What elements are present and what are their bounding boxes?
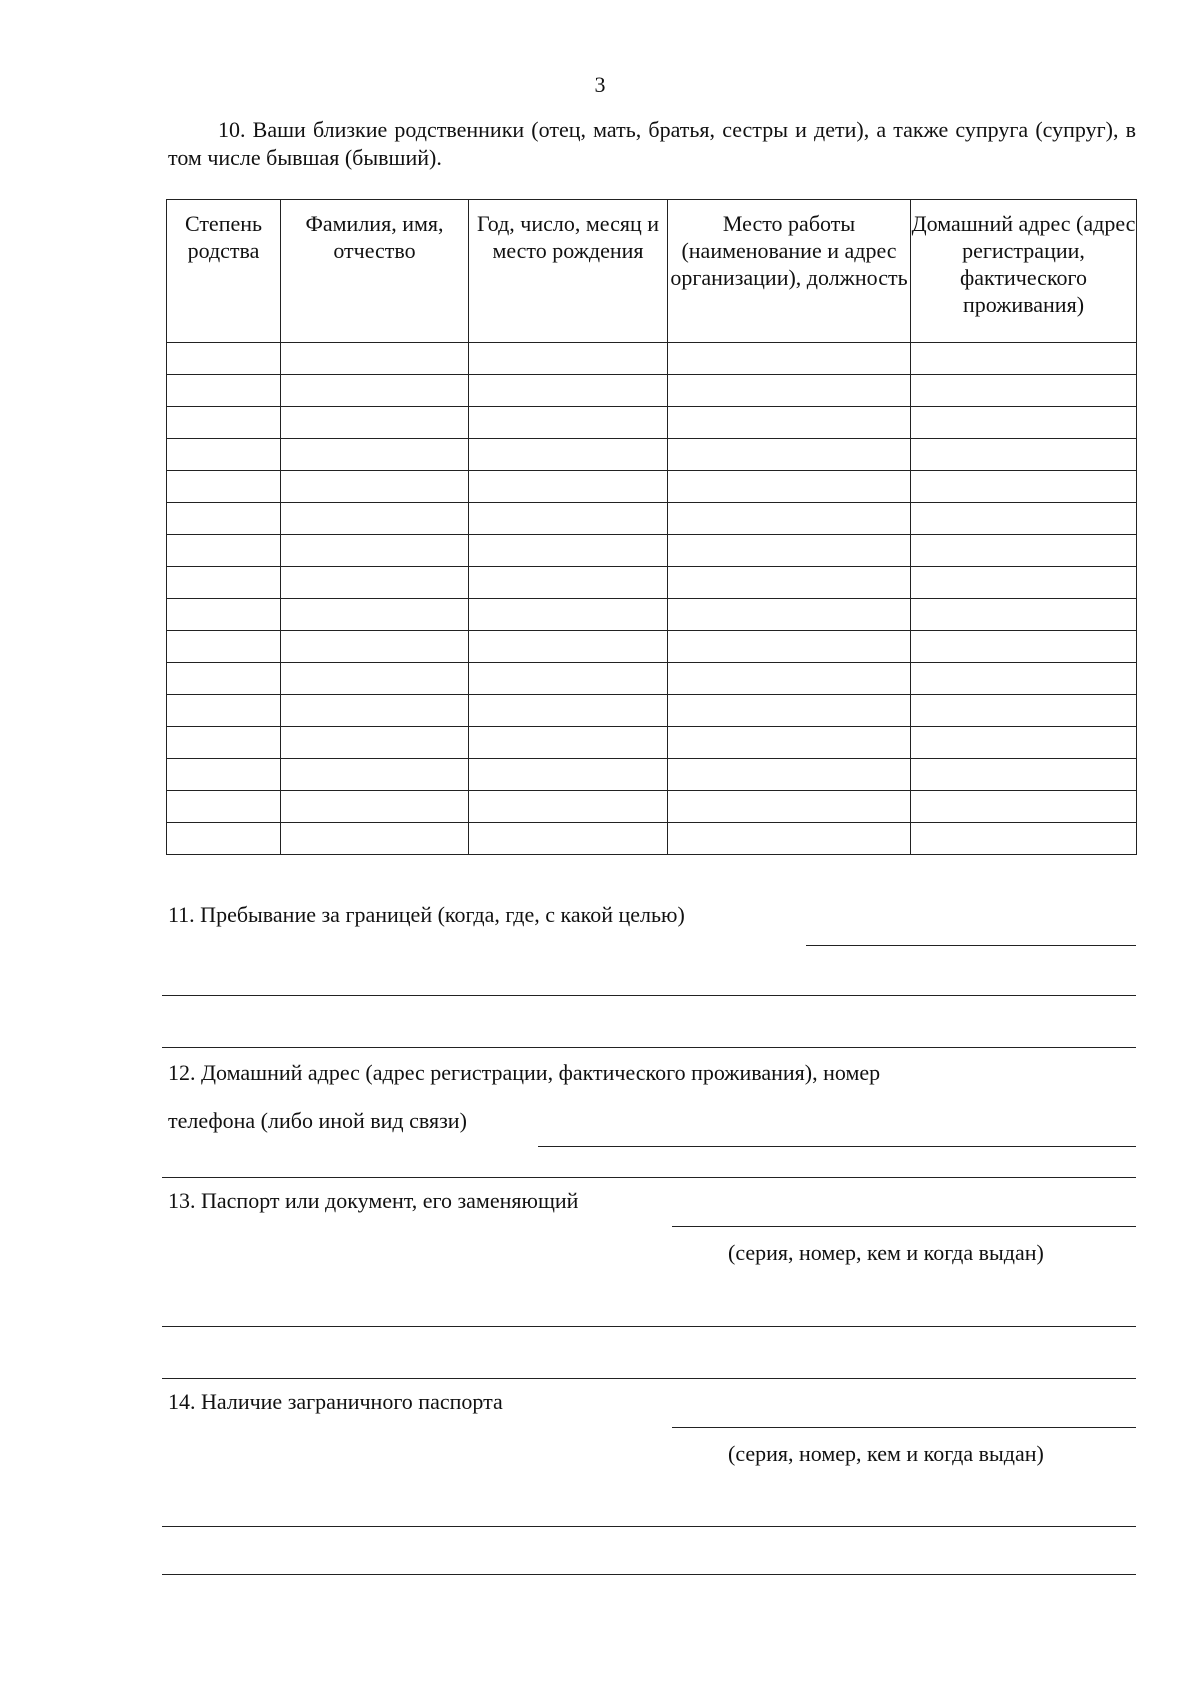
section-14-hint: (серия, номер, кем и когда выдан)	[728, 1441, 1044, 1466]
col-header-home-address: Домашний адрес (адрес регистрации, фактического проживания)	[911, 200, 1137, 343]
passport-input-line-1[interactable]	[672, 1226, 1136, 1227]
table-cell[interactable]	[668, 503, 911, 535]
table-cell[interactable]	[167, 727, 281, 759]
table-cell[interactable]	[281, 471, 469, 503]
table-cell[interactable]	[668, 759, 911, 791]
table-cell[interactable]	[469, 471, 668, 503]
abroad-input-line-3[interactable]	[162, 1047, 1136, 1048]
table-cell[interactable]	[668, 535, 911, 567]
table-cell[interactable]	[911, 727, 1137, 759]
table-cell[interactable]	[281, 567, 469, 599]
passport-input-line-2[interactable]	[162, 1326, 1136, 1327]
table-cell[interactable]	[167, 759, 281, 791]
section-12-line-2: телефона (либо иной вид связи)	[168, 1108, 467, 1133]
table-cell[interactable]	[668, 567, 911, 599]
table-cell[interactable]	[469, 535, 668, 567]
col-header-full-name: Фамилия, имя, отчество	[281, 200, 469, 343]
table-cell[interactable]	[281, 343, 469, 375]
table-cell[interactable]	[167, 535, 281, 567]
section-12-line-1: 12. Домашний адрес (адрес регистрации, фактического проживания), номер	[168, 1060, 881, 1085]
table-cell[interactable]	[911, 343, 1137, 375]
relatives-table-body	[167, 343, 1137, 855]
table-cell[interactable]	[469, 439, 668, 471]
table-cell[interactable]	[167, 631, 281, 663]
table-row	[167, 727, 1137, 759]
section-14-label: 14. Наличие заграничного паспорта	[168, 1389, 503, 1414]
table-cell[interactable]	[281, 535, 469, 567]
table-cell[interactable]	[911, 375, 1137, 407]
table-cell[interactable]	[911, 535, 1137, 567]
table-row	[167, 599, 1137, 631]
foreign-passport-input-line-3[interactable]	[162, 1574, 1136, 1575]
table-cell[interactable]	[167, 375, 281, 407]
table-row	[167, 631, 1137, 663]
table-cell[interactable]	[469, 567, 668, 599]
table-cell[interactable]	[167, 407, 281, 439]
table-cell[interactable]	[668, 471, 911, 503]
table-row	[167, 695, 1137, 727]
foreign-passport-input-line-2[interactable]	[162, 1526, 1136, 1527]
table-cell[interactable]	[281, 791, 469, 823]
table-cell[interactable]	[281, 727, 469, 759]
relatives-table	[166, 199, 1137, 855]
col-header-workplace: Место работы (наименование и адрес организации), должность	[668, 200, 911, 343]
table-cell[interactable]	[469, 407, 668, 439]
table-cell[interactable]	[167, 599, 281, 631]
table-row	[167, 439, 1137, 471]
table-cell[interactable]	[911, 407, 1137, 439]
table-row	[167, 343, 1137, 375]
section-11-label: 11. Пребывание за границей (когда, где, с какой целью)	[168, 902, 685, 927]
address-input-line-2[interactable]	[162, 1177, 1136, 1178]
table-cell[interactable]	[469, 791, 668, 823]
table-cell[interactable]	[668, 439, 911, 471]
table-cell[interactable]	[668, 663, 911, 695]
section-13-label: 13. Паспорт или документ, его заменяющий	[168, 1188, 579, 1213]
table-cell[interactable]	[167, 503, 281, 535]
table-cell[interactable]	[167, 439, 281, 471]
table-cell[interactable]	[469, 663, 668, 695]
table-cell[interactable]	[167, 791, 281, 823]
table-cell[interactable]	[668, 343, 911, 375]
table-cell[interactable]	[167, 567, 281, 599]
abroad-input-line-2[interactable]	[162, 995, 1136, 996]
col-header-relation: Степень родства	[167, 200, 281, 343]
table-cell[interactable]	[911, 471, 1137, 503]
table-cell[interactable]	[167, 343, 281, 375]
table-cell[interactable]	[281, 439, 469, 471]
table-cell[interactable]	[668, 791, 911, 823]
table-cell[interactable]	[281, 407, 469, 439]
table-row	[167, 471, 1137, 503]
table-cell[interactable]	[281, 503, 469, 535]
section-10-text: 10. Ваши близкие родственники (отец, мать, братья, сестры и дети), а также супруга (супруг), в том числе бывшая (бывший).	[168, 117, 1136, 170]
table-cell[interactable]	[911, 823, 1137, 855]
table-cell[interactable]	[668, 407, 911, 439]
table-cell[interactable]	[167, 471, 281, 503]
section-13-hint: (серия, номер, кем и когда выдан)	[728, 1240, 1044, 1265]
table-cell[interactable]	[469, 631, 668, 663]
table-cell[interactable]	[281, 631, 469, 663]
table-cell[interactable]	[469, 599, 668, 631]
table-cell[interactable]	[668, 631, 911, 663]
table-cell[interactable]	[469, 503, 668, 535]
abroad-input-line-1[interactable]	[806, 945, 1136, 946]
table-cell[interactable]	[167, 663, 281, 695]
table-cell[interactable]	[469, 823, 668, 855]
col-header-birth: Год, число, месяц и место рождения	[469, 200, 668, 343]
page-number: 3	[594, 72, 606, 97]
table-cell[interactable]	[469, 343, 668, 375]
table-cell[interactable]	[911, 663, 1137, 695]
table-cell[interactable]	[281, 375, 469, 407]
table-cell[interactable]	[911, 503, 1137, 535]
table-cell[interactable]	[469, 695, 668, 727]
table-cell[interactable]	[668, 599, 911, 631]
table-cell[interactable]	[668, 375, 911, 407]
table-cell[interactable]	[911, 599, 1137, 631]
table-cell[interactable]	[668, 823, 911, 855]
table-cell[interactable]	[167, 695, 281, 727]
table-cell[interactable]	[167, 823, 281, 855]
table-cell[interactable]	[668, 727, 911, 759]
relatives-table-header	[167, 200, 1137, 343]
table-row	[167, 759, 1137, 791]
address-input-line-1[interactable]	[538, 1146, 1136, 1147]
table-cell[interactable]	[469, 375, 668, 407]
table-cell[interactable]	[911, 759, 1137, 791]
table-cell[interactable]	[911, 695, 1137, 727]
table-cell[interactable]	[281, 759, 469, 791]
table-row	[167, 663, 1137, 695]
table-cell[interactable]	[668, 695, 911, 727]
table-cell[interactable]	[911, 567, 1137, 599]
table-row	[167, 535, 1137, 567]
table-row	[167, 791, 1137, 823]
table-row	[167, 567, 1137, 599]
table-row	[167, 823, 1137, 855]
table-cell[interactable]	[281, 663, 469, 695]
table-cell[interactable]	[911, 791, 1137, 823]
table-cell[interactable]	[911, 631, 1137, 663]
table-cell[interactable]	[281, 823, 469, 855]
passport-input-line-3[interactable]	[162, 1378, 1136, 1379]
table-cell[interactable]	[911, 439, 1137, 471]
table-row	[167, 407, 1137, 439]
table-row	[167, 375, 1137, 407]
table-cell[interactable]	[281, 599, 469, 631]
table-cell[interactable]	[281, 695, 469, 727]
table-row	[167, 503, 1137, 535]
table-cell[interactable]	[469, 759, 668, 791]
foreign-passport-input-line-1[interactable]	[672, 1427, 1136, 1428]
table-cell[interactable]	[469, 727, 668, 759]
